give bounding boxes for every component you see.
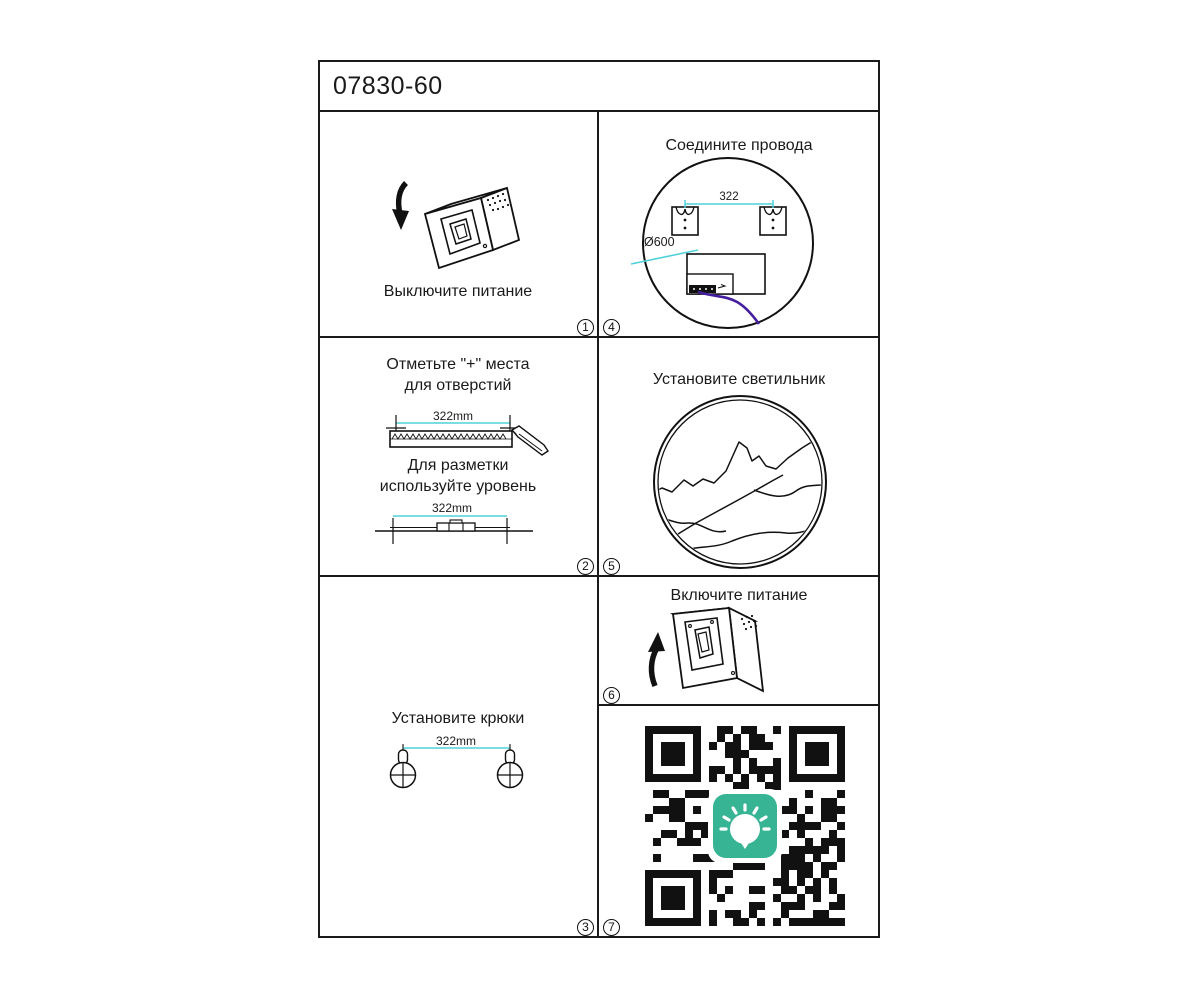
step3-label: Установите крюки: [391, 710, 525, 727]
step2-number-badge: 2: [577, 558, 594, 575]
fixture-back-illustration: [618, 152, 848, 342]
step4-number-badge: 4: [603, 319, 620, 336]
right-sub-divider: [598, 704, 880, 706]
step2-note-line1: Для разметки: [407, 457, 509, 474]
step2-heading-line1: Отметьте "+" места: [386, 356, 530, 373]
step7-number-badge: 7: [603, 919, 620, 936]
step1-number-badge: 1: [577, 319, 594, 336]
step5-number-badge: 5: [603, 558, 620, 575]
bulb-icon: [730, 814, 760, 844]
level-drawing: [375, 518, 533, 544]
qr-code: [645, 726, 845, 926]
driver-box-drawing: [687, 254, 765, 294]
model-number: 07830-60: [333, 72, 443, 100]
column-divider: [597, 112, 599, 938]
step1-label: Выключите питание: [383, 283, 533, 300]
ruler-drawing: [390, 431, 512, 447]
power-wire: [698, 292, 759, 324]
step4-label: Соедините провода: [665, 137, 813, 154]
step6-label: Включите питание: [670, 587, 808, 604]
step2-note-line2: используйте уровень: [379, 478, 537, 495]
hook-right-icon: [498, 750, 523, 788]
bracket-spacing-label: 322: [719, 191, 739, 203]
ruler-pencil-illustration: [372, 406, 572, 464]
mounting-bracket-left: [672, 207, 698, 235]
down-arrow-icon: [392, 183, 409, 230]
pencil-icon: [512, 426, 548, 455]
switch-on-illustration: [645, 602, 785, 700]
hooks-dimension-label: 322mm: [435, 736, 477, 748]
hook-left-icon: [391, 750, 416, 788]
hooks-illustration: [388, 736, 536, 798]
smart-light-app-icon: [708, 789, 782, 863]
diameter-label: Ø600: [644, 235, 675, 249]
switch-off-illustration: [375, 176, 550, 278]
step3-number-badge: 3: [577, 919, 594, 936]
up-arrow-icon: [648, 632, 665, 686]
ruler-dimension-label: 322mm: [432, 409, 474, 423]
fixture-front-illustration: [650, 392, 830, 572]
mounting-bracket-right: [760, 207, 786, 235]
level-dimension-label: 322mm: [431, 501, 473, 515]
header-divider: [318, 110, 880, 112]
step5-label: Установите светильник: [652, 371, 826, 388]
step2-heading-line2: для отверстий: [404, 377, 512, 394]
wall-switch-drawing: [673, 608, 763, 691]
mountain-pattern: [650, 438, 830, 555]
row-divider-2: [318, 575, 880, 577]
step6-number-badge: 6: [603, 687, 620, 704]
level-illustration: [372, 498, 572, 548]
wall-switch-drawing: [425, 188, 519, 268]
